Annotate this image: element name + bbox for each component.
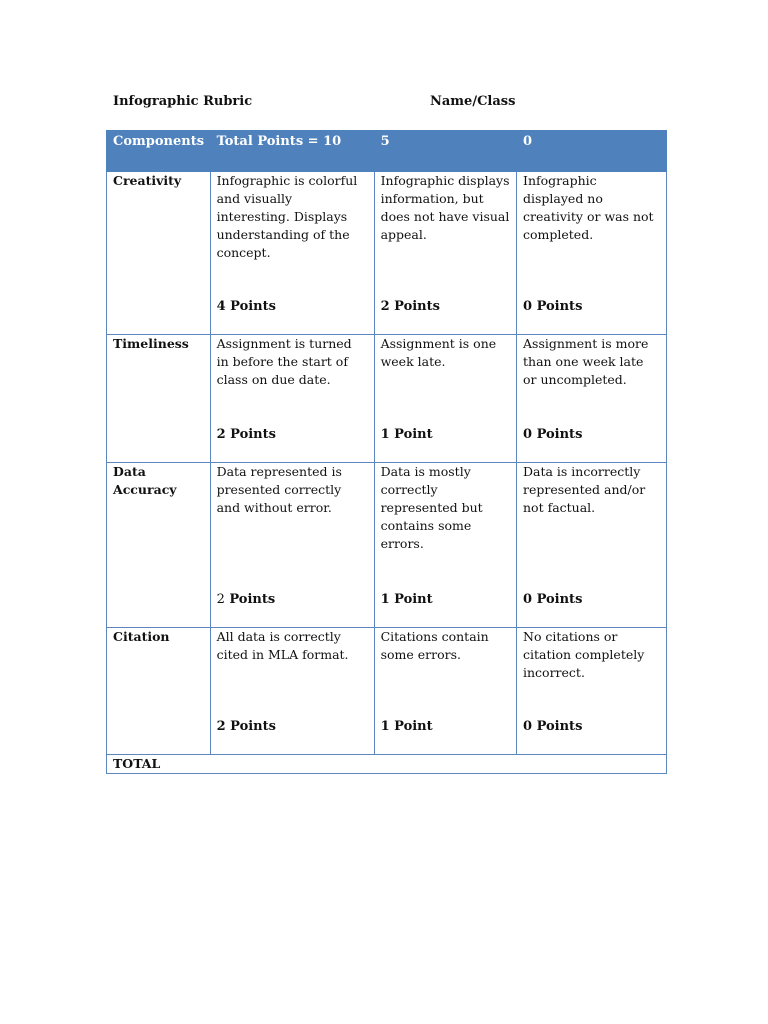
criteria-cell xyxy=(374,335,516,463)
table-row xyxy=(107,172,667,335)
criteria-description: Infographic displayed no creativity or was not completed. xyxy=(523,173,654,242)
component-label: Timeliness xyxy=(107,335,211,463)
criteria-cell xyxy=(374,628,516,755)
criteria-description: Infographic is colorful and visually interesting. Displays understanding of the concept. xyxy=(216,173,358,260)
points-value: 2 Points xyxy=(216,427,276,442)
criteria-description: Assignment is turned in before the start of class on due date. xyxy=(216,336,352,387)
points-value: 2 Points xyxy=(216,719,276,734)
table-row xyxy=(107,628,667,755)
points-value: 1 Point xyxy=(380,427,433,442)
criteria-description: No citations or citation completely incorrect. xyxy=(523,629,645,680)
column-header: Total Points = 10 xyxy=(210,131,374,172)
component-label: Citation xyxy=(107,628,211,755)
criteria-cell xyxy=(210,628,374,755)
component-label: Creativity xyxy=(107,172,211,335)
name-class-label: Name/Class xyxy=(430,94,516,109)
points-unit: Points xyxy=(224,592,276,607)
criteria-cell xyxy=(374,172,516,335)
points-value: 0 Points xyxy=(523,299,583,314)
table-row xyxy=(107,335,667,463)
total-row xyxy=(107,755,667,774)
column-header: Components xyxy=(107,131,211,172)
criteria-description: Infographic displays information, but does not have visual appeal. xyxy=(380,173,510,242)
component-label: Data Accuracy xyxy=(107,463,211,628)
criteria-cell xyxy=(517,463,667,628)
total-label: TOTAL xyxy=(107,755,667,774)
criteria-cell xyxy=(210,463,374,628)
criteria-description: All data is correctly cited in MLA format. xyxy=(216,629,349,662)
rubric-title: Infographic Rubric xyxy=(113,94,253,109)
criteria-cell xyxy=(210,172,374,335)
criteria-cell xyxy=(374,463,516,628)
points-value: 1 Point xyxy=(380,592,433,607)
points-value: 0 Points xyxy=(523,427,583,442)
criteria-cell xyxy=(517,628,667,755)
criteria-description: Data is mostly correctly represented but contains some errors. xyxy=(380,464,483,551)
table-header-row xyxy=(107,131,667,172)
criteria-description: Assignment is one week late. xyxy=(380,336,497,369)
rubric-table xyxy=(106,130,667,774)
criteria-cell xyxy=(517,172,667,335)
criteria-cell xyxy=(517,335,667,463)
criteria-description: Assignment is more than one week late or uncompleted. xyxy=(523,336,649,387)
points-value xyxy=(217,591,276,609)
criteria-description: Data represented is presented correctly and without error. xyxy=(216,464,342,515)
points-value: 1 Point xyxy=(380,719,433,734)
criteria-cell xyxy=(210,335,374,463)
points-number: 2 xyxy=(216,592,225,607)
column-header: 5 xyxy=(374,131,516,172)
criteria-description: Data is incorrectly represented and/or not factual. xyxy=(523,464,646,515)
points-value: 2 Points xyxy=(380,299,440,314)
column-header: 0 xyxy=(517,131,667,172)
points-value: 4 Points xyxy=(216,299,276,314)
table-row xyxy=(107,463,667,628)
points-value: 0 Points xyxy=(523,592,583,607)
criteria-description: Citations contain some errors. xyxy=(380,629,489,662)
points-value: 0 Points xyxy=(523,719,583,734)
